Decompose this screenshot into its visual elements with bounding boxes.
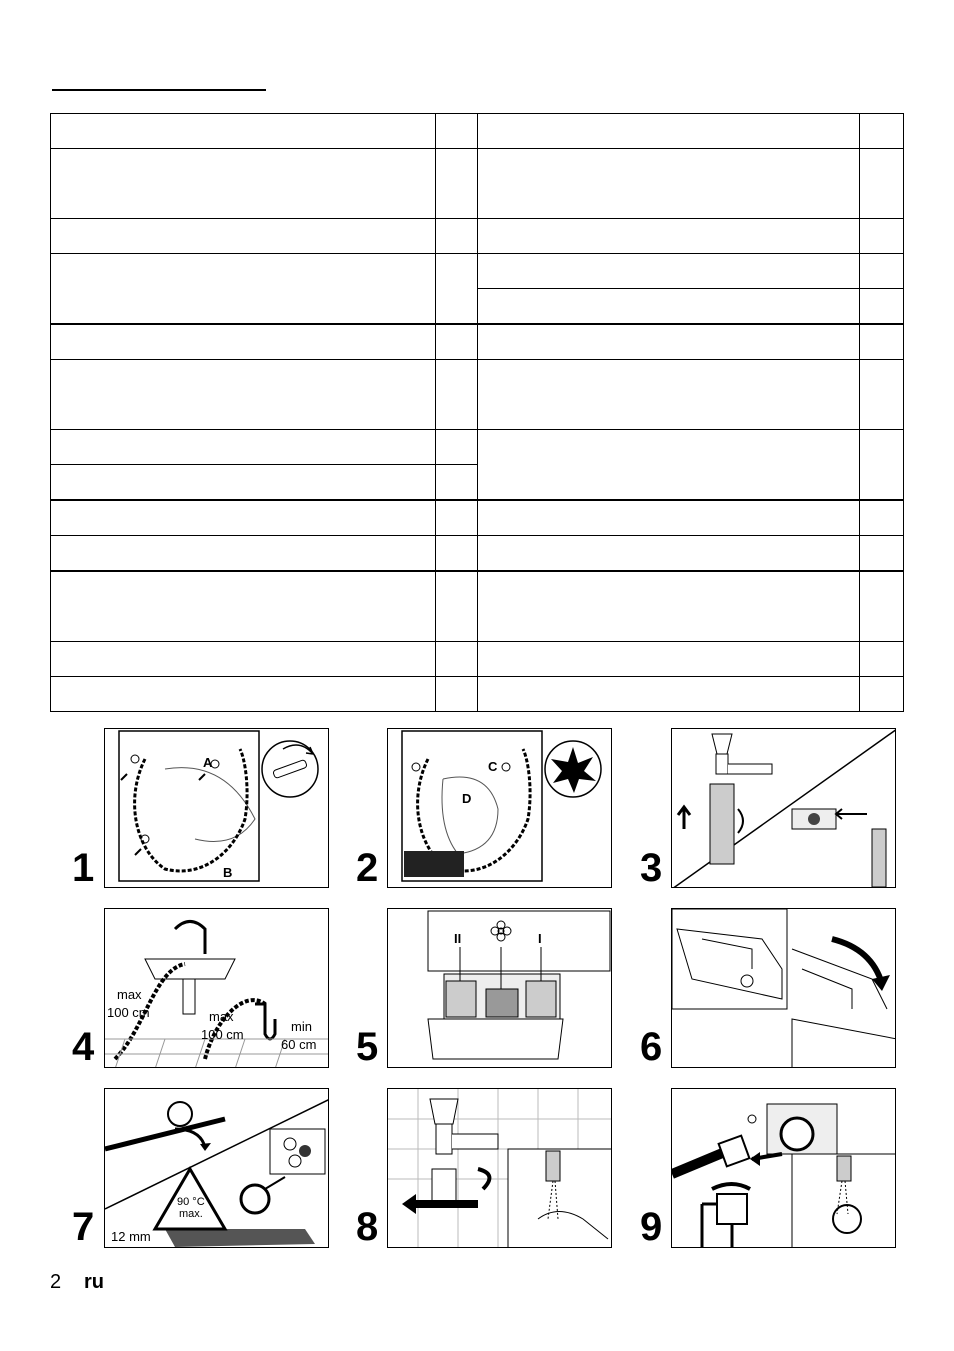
label-max-2: max: [209, 1009, 234, 1024]
figure-5-illustration: [388, 909, 612, 1068]
label-60cm: 60 cm: [281, 1037, 317, 1052]
star-burst-icon: [545, 741, 601, 797]
figure-number-6: 6: [640, 1025, 663, 1069]
figure-number-5: 5: [356, 1025, 379, 1069]
table-row: [51, 254, 904, 289]
label-d: D: [462, 791, 472, 806]
water-tap-icon: [710, 734, 772, 864]
label-100cm-1: 100 cm: [107, 1005, 150, 1020]
figure-7-illustration: [105, 1089, 329, 1248]
figure-number-2: 2: [356, 846, 379, 890]
hose-filter-icon: [672, 1136, 749, 1174]
figure-5-panel: [387, 908, 612, 1068]
figure-9-panel: [671, 1088, 896, 1248]
table-row: [51, 571, 904, 642]
figure-9-illustration: [672, 1089, 896, 1248]
figure-4-illustration: [105, 909, 329, 1068]
figure-2-illustration: [388, 729, 612, 888]
label-b: B: [223, 865, 233, 880]
page-number: 2: [50, 1271, 62, 1293]
table-row: [51, 219, 904, 254]
figure-number-4: 4: [72, 1025, 95, 1069]
figure-8-illustration: [388, 1089, 612, 1248]
figure-4-panel: [104, 908, 329, 1068]
table-row: [51, 642, 904, 677]
figure-number-3: 3: [640, 846, 663, 890]
figure-number-1: 1: [72, 846, 95, 890]
sink-icon: [145, 922, 235, 1015]
figure-number-9: 9: [640, 1205, 663, 1249]
figure-number-7: 7: [72, 1205, 95, 1249]
label-a: A: [203, 755, 213, 770]
contents-table: [50, 113, 904, 712]
figure-6-illustration: [672, 909, 896, 1068]
table-row: [51, 324, 904, 360]
figure-1-illustration: [105, 729, 329, 888]
table-row: [51, 149, 904, 219]
figure-number-8: 8: [356, 1205, 379, 1249]
wrench-icon: [262, 741, 318, 797]
figure-6-panel: [671, 908, 896, 1068]
table-row: [51, 114, 904, 149]
detergent-drawer-icon: [677, 929, 782, 999]
label-100cm-2: 100 cm: [201, 1027, 244, 1042]
figure-3-illustration: [672, 729, 896, 888]
figure-3-panel: [671, 728, 896, 888]
table-row: [51, 677, 904, 712]
language-code: ru: [84, 1271, 104, 1293]
warning-triangle-icon: [155, 1169, 225, 1229]
table-row: [51, 500, 904, 536]
heading-rule: [52, 89, 266, 91]
water-tap-icon: [430, 1099, 498, 1204]
label-c: C: [488, 759, 498, 774]
figure-7-panel: [104, 1088, 329, 1248]
figure-1-panel: [104, 728, 329, 888]
label-i: I: [538, 931, 542, 946]
label-max-1: max: [117, 987, 142, 1002]
table-row: [51, 536, 904, 572]
label-12mm: 12 mm: [111, 1229, 151, 1244]
label-max: max.: [179, 1208, 203, 1220]
figure-2-panel: [387, 728, 612, 888]
table-row: [51, 430, 904, 465]
table-row: [51, 360, 904, 430]
label-90c: 90 °C: [177, 1196, 205, 1208]
label-ii: II: [454, 931, 462, 946]
label-min: min: [291, 1019, 312, 1034]
figure-8-panel: [387, 1088, 612, 1248]
